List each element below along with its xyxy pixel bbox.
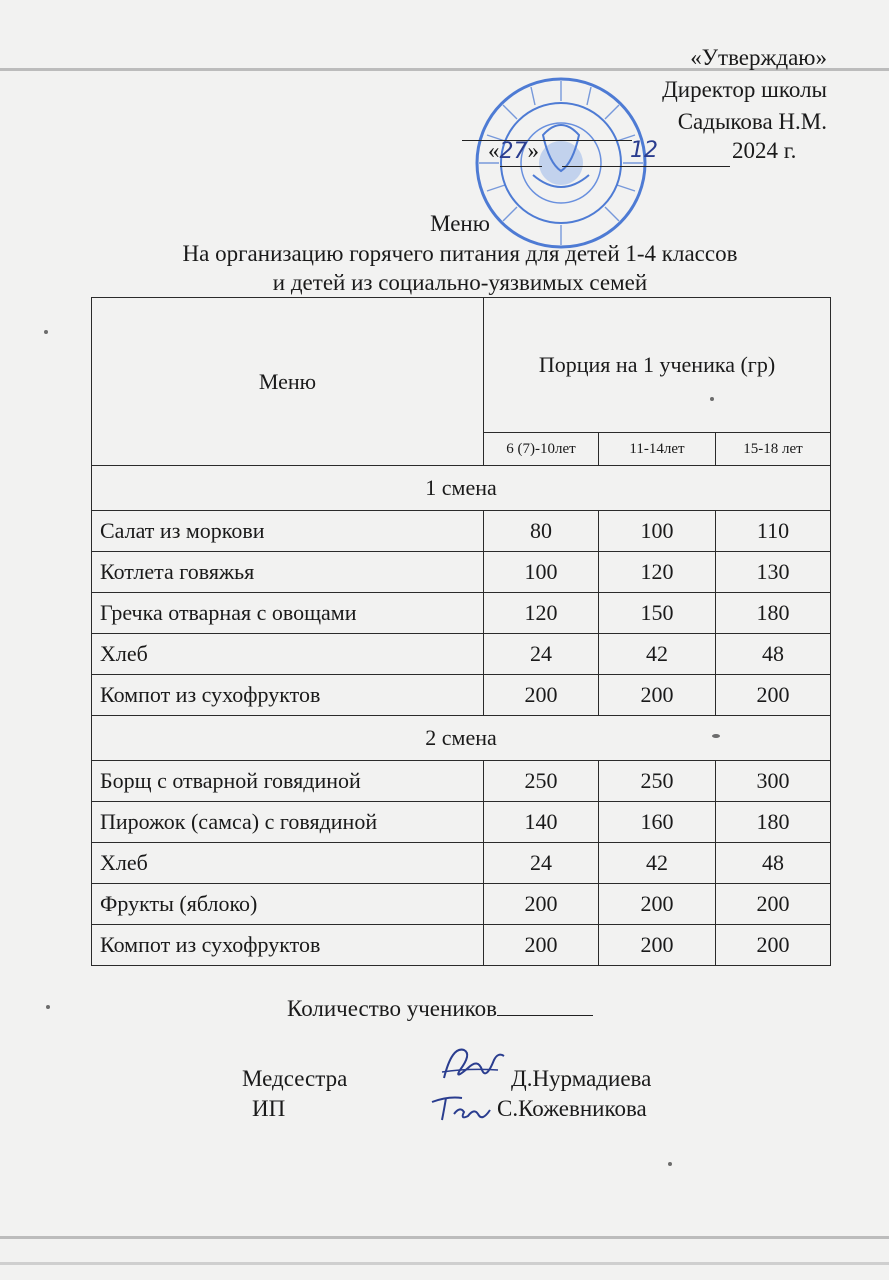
portion-value: 100 <box>484 552 599 593</box>
dish-name: Салат из моркови <box>92 511 484 552</box>
table-row <box>92 802 831 843</box>
portion-value: 100 <box>599 511 716 552</box>
date-month-underline <box>562 166 730 167</box>
portion-value: 200 <box>716 675 831 716</box>
portion-value: 48 <box>716 634 831 675</box>
students-count-blank <box>497 995 593 1016</box>
menu-table <box>91 297 831 966</box>
portion-value: 140 <box>484 802 599 843</box>
portion-value: 180 <box>716 802 831 843</box>
scan-speck <box>46 1005 50 1009</box>
approval-heading: «Утверждаю» <box>690 45 827 70</box>
portion-value: 24 <box>484 843 599 884</box>
portion-value: 160 <box>599 802 716 843</box>
portion-value: 200 <box>484 925 599 966</box>
director-name: Садыкова Н.М. <box>677 109 827 134</box>
dish-name: Хлеб <box>92 843 484 884</box>
portion-value: 250 <box>599 761 716 802</box>
dish-name: Фрукты (яблоко) <box>92 884 484 925</box>
portion-value: 250 <box>484 761 599 802</box>
fold-line <box>0 1236 889 1239</box>
portion-column-header: Порция на 1 ученика (гр) <box>484 298 831 433</box>
portion-value: 180 <box>716 593 831 634</box>
portion-value: 24 <box>484 634 599 675</box>
portion-value: 42 <box>599 843 716 884</box>
portion-value: 200 <box>484 675 599 716</box>
portion-value: 48 <box>716 843 831 884</box>
portion-value: 120 <box>484 593 599 634</box>
portion-value: 200 <box>716 884 831 925</box>
dish-name: Гречка отварная с овощами <box>92 593 484 634</box>
students-count-label: Количество учеников <box>287 996 497 1021</box>
dish-name: Хлеб <box>92 634 484 675</box>
portion-value: 150 <box>599 593 716 634</box>
ip-name: С.Кожевникова <box>497 1096 647 1121</box>
date-day-underline <box>500 166 542 167</box>
portion-value: 130 <box>716 552 831 593</box>
date-month: 12 <box>630 138 658 163</box>
director-title: Директор школы <box>662 77 827 102</box>
dish-name: Компот из сухофруктов <box>92 675 484 716</box>
table-row <box>92 843 831 884</box>
portion-value: 200 <box>599 925 716 966</box>
scan-speck <box>668 1162 672 1166</box>
portion-value: 80 <box>484 511 599 552</box>
document-title: Меню <box>430 211 490 236</box>
portion-value: 200 <box>599 884 716 925</box>
scan-speck <box>44 330 48 334</box>
portion-value: 200 <box>484 884 599 925</box>
dish-name: Компот из сухофруктов <box>92 925 484 966</box>
shift-header: 2 смена <box>92 716 831 761</box>
portion-value: 110 <box>716 511 831 552</box>
table-row <box>92 511 831 552</box>
students-count <box>287 995 593 1022</box>
fold-line <box>0 1262 889 1265</box>
date-close-quote: » <box>527 138 539 163</box>
age-group-header: 15-18 лет <box>716 433 831 466</box>
table-row <box>92 884 831 925</box>
shift-header: 1 смена <box>92 466 831 511</box>
approval-block <box>662 42 827 138</box>
date-year: 2024 г. <box>732 138 797 163</box>
date-day-group <box>488 138 539 164</box>
table-row <box>92 761 831 802</box>
date-open-quote: « <box>488 138 500 163</box>
nurse-name: Д.Нурмадиева <box>511 1066 652 1091</box>
table-row <box>92 634 831 675</box>
table-row <box>92 925 831 966</box>
portion-value: 200 <box>716 925 831 966</box>
dish-name: Борщ с отварной говядиной <box>92 761 484 802</box>
menu-column-header: Меню <box>92 298 484 466</box>
document-subtitle-line1: На организацию горячего питания для детей 1-4 классов <box>182 241 738 266</box>
age-group-header: 11-14лет <box>599 433 716 466</box>
dish-name: Котлета говяжья <box>92 552 484 593</box>
document-subtitle-line2: и детей из социально-уязвимых семей <box>272 270 648 295</box>
ip-role: ИП <box>252 1096 286 1121</box>
table-row <box>92 593 831 634</box>
date-day: 27 <box>499 139 528 164</box>
dish-name: Пирожок (самса) с говядиной <box>92 802 484 843</box>
table-row <box>92 675 831 716</box>
portion-value: 200 <box>599 675 716 716</box>
table-row <box>92 552 831 593</box>
nurse-role: Медсестра <box>242 1066 348 1091</box>
portion-value: 300 <box>716 761 831 802</box>
age-group-header: 6 (7)-10лет <box>484 433 599 466</box>
ip-signature <box>428 1090 498 1130</box>
nurse-signature <box>438 1040 508 1090</box>
portion-value: 120 <box>599 552 716 593</box>
portion-value: 42 <box>599 634 716 675</box>
